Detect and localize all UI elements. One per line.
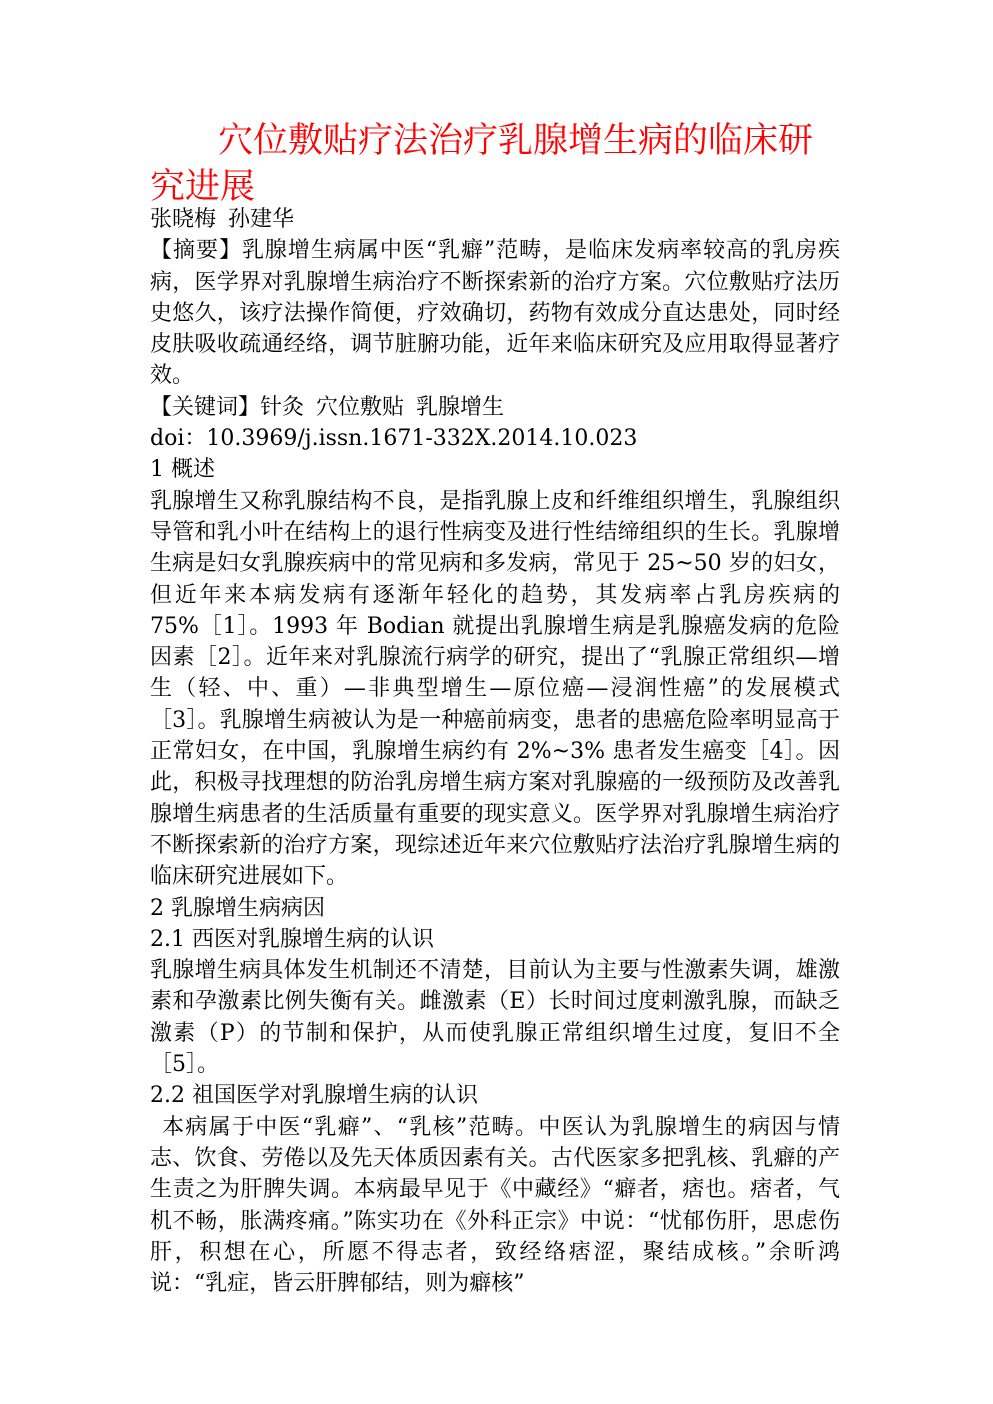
- doi: doi：10.3969/j.issn.1671-332X.2014.10.023: [150, 426, 638, 452]
- article-title: [150, 118, 840, 210]
- section-heading-2-1: 2.1 西医对乳腺增生病的认识: [150, 926, 434, 952]
- abstract: [150, 235, 840, 391]
- section-2-1-paragraph: 乳腺增生病具体发生机制还不清楚，目前认为主要与性激素失调，雄激素和孕激素比例失衡有关。雌激素（E）长时间过度刺激乳腺，而缺乏激素（P）的节制和保护，从而使乳腺正常组织增生过度，复旧不全［5］。: [150, 958, 840, 1078]
- section-1-paragraph: 乳腺增生又称乳腺结构不良，是指乳腺上皮和纤维组织增生，乳腺组织导管和乳小叶在结构上的退行性病变及进行性结缔组织的生长。乳腺增生病是妇女乳腺疾病中的常见病和多发病，常见于 25~50 岁的妇女，但近年来本病发病有逐渐年轻化的趋势，其发病率占乳房疾病的 75%［1］。1993 年 Bodian 就提出乳腺增生病是乳腺癌发病的危险因素［2］。近年来对乳腺流行病学的研究，提出了“乳腺正常组织—增生（轻、中、重）—非典型增生—原位癌—浸润性癌”的发展模式［3］。乳腺增生病被认为是一种癌前病变，患者的患癌危险率明显高于正常妇女，在中国，乳腺增生病约有 2%~3% 患者发生癌变［4］。因此，积极寻找理想的防治乳房增生病方案对乳腺癌的一级预防及改善乳腺增生病患者的生活质量有重要的现实意义。医学界对乳腺增生病治疗不断探索新的治疗方案，现综述近年来穴位敷贴疗法治疗乳腺增生病的临床研究进展如下。: [150, 488, 840, 890]
- keywords: [150, 392, 840, 423]
- abstract-label: 【摘要】: [150, 238, 242, 264]
- article-title-text: 穴位敷贴疗法治疗乳腺增生病的临床研究进展: [150, 121, 814, 207]
- keywords-label: 【关键词】: [150, 394, 261, 420]
- section-heading-2: 2 乳腺增生病病因: [150, 895, 325, 921]
- author-2: 孙建华: [228, 207, 295, 232]
- keyword-2: 穴位敷贴: [316, 394, 405, 420]
- section-heading-2-2: 2.2 祖国医学对乳腺增生病的认识: [150, 1083, 478, 1109]
- keyword-1: 针灸: [260, 394, 305, 420]
- author-1: 张晓梅: [150, 207, 217, 232]
- section-heading-1: 1 概述: [150, 457, 215, 483]
- authors: [150, 204, 840, 235]
- abstract-text: 乳腺增生病属中医“乳癖”范畴，是临床发病率较高的乳房疾病，医学界对乳腺增生病治疗不断探索新的治疗方案。穴位敷贴疗法历史悠久，该疗法操作简便，疗效确切，药物有效成分直达患处，同时经皮肤吸收疏通经络，调节脏腑功能，近年来临床研究及应用取得显著疗效。: [150, 238, 840, 389]
- keyword-3: 乳腺增生: [416, 394, 505, 420]
- article-body: [150, 204, 840, 1299]
- section-2-2-paragraph: 本病属于中医“乳癖”、“乳核”范畴。中医认为乳腺增生的病因与情志、饮食、劳倦以及先天体质因素有关。古代医家多把乳核、乳癖的产生责之为肝脾失调。本病最早见于《中藏经》“癖者，痞也。痞者，气机不畅，胀满疼痛。”陈实功在《外科正宗》中说：“忧郁伤肝，思虑伤肝，积想在心，所愿不得志者，致经络痞涩，聚结成核。”余昕鸿说：“乳症，皆云肝脾郁结，则为癖核”: [150, 1114, 840, 1297]
